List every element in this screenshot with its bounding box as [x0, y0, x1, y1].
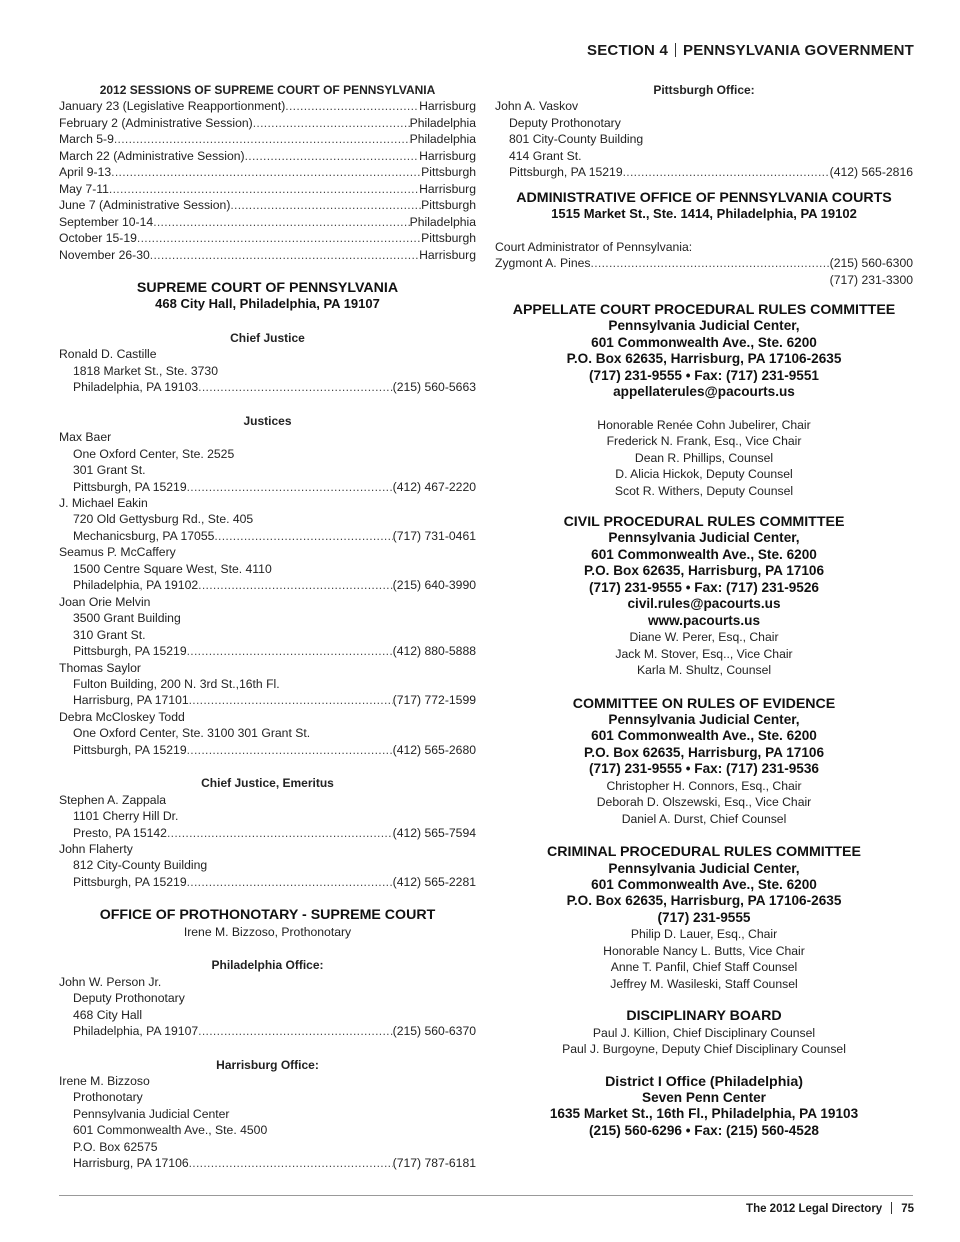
entry-city-phone-value: (215) 560-6370 — [392, 1024, 476, 1039]
contact-line: appellaterules@pacourts.us — [613, 384, 795, 400]
entry-city-phone — [59, 643, 476, 659]
entry-city-phone-value: (717) 787-6181 — [392, 1156, 476, 1171]
aopc-label: Court Administrator of Pennsylvania: — [495, 239, 693, 254]
entry-name: Seamus P. McCaffery — [59, 545, 176, 560]
contact-line: (717) 231-9555 • Fax: (717) 231-9536 — [589, 761, 819, 777]
entry-address-line: Deputy Prothonotary — [73, 991, 185, 1006]
appellate-members — [495, 417, 913, 499]
entry-city-phone — [59, 742, 476, 758]
entry-city-phone-label: Mechanicsburg, PA 17055 — [73, 528, 215, 543]
entry-name: Joan Orie Melvin — [59, 594, 151, 609]
entry-address-line: 310 Grant St. — [73, 627, 146, 642]
entry-city-phone — [59, 379, 476, 395]
session-row-value: Harrisburg — [419, 181, 476, 196]
contact-line: 1635 Market St., 16th Fl., Philadelphia, PA 19103 — [549, 1106, 859, 1122]
session-row — [59, 148, 476, 164]
page-header — [587, 42, 914, 59]
footer-divider — [891, 1202, 892, 1214]
entry-city-phone-label: Pittsburgh, PA 15219 — [73, 479, 187, 494]
criminal-title: CRIMINAL PROCEDURAL RULES COMMITTEE — [547, 844, 861, 861]
appellate-contact — [495, 318, 913, 400]
entry-address-line: 414 Grant St. — [509, 148, 582, 163]
contact-line: P.O. Box 62635, Harrisburg, PA 17106-2635 — [566, 893, 842, 909]
contact-line: (717) 231-9555 • Fax: (717) 231-9526 — [589, 579, 819, 595]
left-column — [59, 82, 476, 1172]
session-row-label: September 10-14 — [59, 214, 154, 229]
entry-address-line: Deputy Prothonotary — [509, 115, 621, 130]
entry-name: Stephen A. Zappala — [59, 792, 167, 807]
session-row — [59, 98, 476, 114]
evidence-title: COMMITTEE ON RULES OF EVIDENCE — [572, 695, 836, 712]
contact-line: P.O. Box 62635, Harrisburg, PA 17106 — [583, 744, 825, 760]
entry-address-line: 812 City-County Building — [73, 858, 208, 873]
entry-city-phone-value: (717) 772-1599 — [392, 693, 476, 708]
contact-line: (717) 231-9555 • Fax: (717) 231-9551 — [589, 367, 819, 383]
session-row-value: Philadelphia — [409, 115, 476, 130]
entry-city-phone-value: (412) 565-2680 — [392, 742, 476, 757]
entry-city-phone — [59, 874, 476, 890]
entry-address-line: 601 Commonwealth Ave., Ste. 4500 — [73, 1123, 268, 1138]
session-row-label: October 15-19 — [59, 231, 137, 246]
entry-city-phone-label: Pittsburgh, PA 15219 — [73, 874, 187, 889]
session-row — [59, 197, 476, 213]
contact-line: Pennsylvania Judicial Center, — [608, 711, 800, 727]
civil-contact — [495, 530, 913, 629]
contact-line: Pennsylvania Judicial Center, — [608, 860, 800, 876]
entry-city-phone-value: (215) 560-5663 — [392, 380, 476, 395]
harrisburg-office-heading: Harrisburg Office: — [216, 1057, 319, 1072]
contact-line: Seven Penn Center — [642, 1090, 766, 1106]
justices-list — [59, 429, 476, 758]
session-row-value: Harrisburg — [419, 99, 476, 114]
entry-address-line: 468 City Hall — [73, 1007, 143, 1022]
prothonotary-title: OFFICE OF PROTHONOTARY - SUPREME COURT — [99, 907, 436, 924]
district-title: District I Office (Philadelphia) — [605, 1073, 803, 1090]
entry-address-line: Fulton Building, 200 N. 3rd St.,16th Fl. — [73, 676, 280, 691]
member-line: Honorable Nancy L. Butts, Vice Chair — [603, 943, 805, 958]
entry-address-line: 1101 Cherry Hill Dr. — [73, 809, 179, 824]
entry-city-phone-label: Philadelphia, PA 19107 — [73, 1024, 199, 1039]
session-row-value: Pittsburgh — [421, 165, 476, 180]
contact-line: 601 Commonwealth Ave., Ste. 6200 — [591, 546, 817, 562]
evidence-members — [495, 778, 913, 827]
entry-city-phone-value: (412) 880-5888 — [392, 644, 476, 659]
session-row — [59, 230, 476, 246]
philadelphia-office-entry — [59, 974, 476, 1040]
prothonotary-subtitle: Irene M. Bizzoso, Prothonotary — [183, 924, 352, 939]
entry-name: Debra McCloskey Todd — [59, 709, 185, 724]
session-row — [59, 115, 476, 131]
member-line: Scot R. Withers, Deputy Counsel — [614, 483, 794, 498]
contact-line: civil.rules@pacourts.us — [627, 596, 781, 612]
chief-justice-heading: Chief Justice — [230, 330, 305, 345]
session-row-label: March 5-9 — [59, 132, 114, 147]
entry-name: Thomas Saylor — [59, 660, 141, 675]
member-line: Diane W. Perer, Esq., Chair — [629, 630, 779, 645]
entry-name: J. Michael Eakin — [59, 495, 148, 510]
contact-line: Pennsylvania Judicial Center, — [608, 318, 800, 334]
contact-line: P.O. Box 62635, Harrisburg, PA 17106-2635 — [566, 351, 842, 367]
entry-name: John A. Vaskov — [495, 99, 579, 114]
entry-address-line: 3500 Grant Building — [73, 611, 181, 626]
session-row-label: March 22 (Administrative Session) — [59, 148, 245, 163]
entry-city-phone-label: Presto, PA 15142 — [73, 825, 167, 840]
session-row-label: January 23 (Legislative Reapportionment) — [59, 99, 286, 114]
entry-city-phone-label: Philadelphia, PA 19102 — [73, 578, 199, 593]
entry-city-phone-value: (412) 565-7594 — [392, 825, 476, 840]
entry-city-phone-value: (412) 565-2816 — [829, 165, 913, 180]
justices-heading: Justices — [243, 413, 292, 428]
emeritus-list — [59, 792, 476, 891]
contact-line: (215) 560-6296 • Fax: (215) 560-4528 — [589, 1122, 819, 1138]
member-line: Honorable Renée Cohn Jubelirer, Chair — [597, 417, 811, 432]
entry-city-phone-label: Pittsburgh, PA 15219 — [509, 165, 623, 180]
entry-address-line: 1818 Market St., Ste. 3730 — [73, 363, 218, 378]
session-row — [59, 164, 476, 180]
contact-line: 601 Commonwealth Ave., Ste. 6200 — [591, 877, 817, 893]
entry-city-phone — [59, 1023, 476, 1039]
footer-title: The 2012 Legal Directory — [746, 1203, 883, 1215]
entry-city-phone-label: Philadelphia, PA 19103 — [73, 380, 199, 395]
member-line: Christopher H. Connors, Esq., Chair — [606, 778, 802, 793]
member-line: Paul J. Burgoyne, Deputy Chief Disciplinary Counsel — [562, 1042, 846, 1057]
pittsburgh-office-entry — [495, 98, 913, 180]
entry-city-phone-label: Pittsburgh, PA 15219 — [73, 742, 187, 757]
supreme-court-title: SUPREME COURT OF PENNSYLVANIA — [136, 279, 399, 296]
member-line: Paul J. Killion, Chief Disciplinary Counsel — [592, 1025, 816, 1040]
session-row — [59, 247, 476, 263]
session-row-value: Philadelphia — [409, 214, 476, 229]
sessions-list — [59, 98, 476, 263]
session-row-value: Pittsburgh — [421, 231, 476, 246]
member-line: Philip D. Lauer, Esq., Chair — [630, 927, 778, 942]
member-line: Jeffrey M. Wasileski, Staff Counsel — [610, 976, 798, 991]
entry-city-phone-value: (412) 467-2220 — [392, 479, 476, 494]
criminal-members — [495, 926, 913, 992]
entry-city-phone-label: Harrisburg, PA 17106 — [73, 1156, 189, 1171]
section-title: PENNSYLVANIA GOVERNMENT — [682, 42, 914, 59]
aopc-administrator — [495, 255, 913, 271]
page-number: 75 — [901, 1203, 914, 1215]
entry-address-line: P.O. Box 62575 — [73, 1139, 158, 1154]
harrisburg-office-entry — [59, 1073, 476, 1172]
entry-city-phone — [495, 164, 913, 180]
member-line: Jack M. Stover, Esq.., Vice Chair — [615, 646, 793, 661]
entry-city-phone-value: (412) 565-2281 — [392, 874, 476, 889]
right-column — [495, 82, 913, 1139]
entry-address-line: One Oxford Center, Ste. 2525 — [73, 446, 235, 461]
disciplinary-members — [495, 1025, 913, 1058]
district-contact — [495, 1090, 913, 1139]
entry-city-phone — [59, 1155, 476, 1171]
entry-city-phone — [59, 577, 476, 593]
philadelphia-office-heading: Philadelphia Office: — [211, 958, 324, 973]
entry-address-line: One Oxford Center, Ste. 3100 301 Grant St. — [73, 726, 311, 741]
session-row-value: Pittsburgh — [421, 198, 476, 213]
session-row — [59, 214, 476, 230]
disciplinary-title: DISCIPLINARY BOARD — [626, 1008, 782, 1025]
civil-title: CIVIL PROCEDURAL RULES COMMITTEE — [563, 513, 845, 530]
sessions-heading: 2012 SESSIONS OF SUPREME COURT OF PENNSYLVANIA — [99, 83, 436, 97]
session-row-label: May 7-11 — [59, 181, 109, 196]
entry-name: Max Baer — [59, 430, 112, 445]
entry-city-phone — [59, 479, 476, 495]
supreme-court-address: 468 City Hall, Philadelphia, PA 19107 — [155, 296, 380, 312]
member-line: Karla M. Shultz, Counsel — [636, 663, 772, 678]
aopc-title: ADMINISTRATIVE OFFICE OF PENNSYLVANIA COURTS — [516, 189, 892, 206]
footer-rule — [59, 1195, 913, 1196]
header-divider — [675, 43, 676, 57]
section-number: SECTION 4 — [587, 42, 668, 59]
contact-line: (717) 231-9555 — [657, 909, 751, 925]
contact-line: Pennsylvania Judicial Center, — [608, 530, 800, 546]
entry-address-line: 301 Grant St. — [73, 463, 146, 478]
entry-city-phone — [59, 825, 476, 841]
appellate-title: APPELLATE COURT PROCEDURAL RULES COMMITTEE — [512, 301, 896, 318]
entry-address-line: 801 City-County Building — [509, 132, 644, 147]
entry-name: Irene M. Bizzoso — [59, 1074, 150, 1089]
member-line: Dean R. Phillips, Counsel — [634, 450, 774, 465]
contact-line: P.O. Box 62635, Harrisburg, PA 17106 — [583, 563, 825, 579]
criminal-contact — [495, 861, 913, 927]
entry-address-line: 1500 Centre Square West, Ste. 4110 — [73, 561, 272, 576]
aopc-address: 1515 Market St., Ste. 1414, Philadelphia, PA 19102 — [551, 206, 857, 222]
entry-address-line: Prothonotary — [73, 1090, 143, 1105]
member-line: Deborah D. Olszewski, Esq., Vice Chair — [596, 795, 812, 810]
civil-members — [495, 629, 913, 678]
entry-address-line: Pennsylvania Judicial Center — [73, 1106, 230, 1121]
contact-line: 601 Commonwealth Ave., Ste. 6200 — [591, 334, 817, 350]
aopc-phone-1: (215) 560-6300 — [829, 256, 913, 271]
entry-city-phone-value: (215) 640-3990 — [392, 578, 476, 593]
session-row-value: Harrisburg — [419, 148, 476, 163]
aopc-phone-2: (717) 231-3300 — [829, 272, 913, 287]
page-footer — [746, 1202, 914, 1215]
contact-line: www.pacourts.us — [647, 612, 761, 628]
entry-address-line: 720 Old Gettysburg Rd., Ste. 405 — [73, 512, 254, 527]
aopc-name: Zygmont A. Pines — [495, 256, 591, 271]
member-line: D. Alicia Hickok, Deputy Counsel — [615, 467, 793, 482]
evidence-contact — [495, 712, 913, 778]
entry-city-phone-label: Pittsburgh, PA 15219 — [73, 644, 187, 659]
entry-city-phone — [59, 528, 476, 544]
session-row-value: Harrisburg — [419, 247, 476, 262]
contact-line: 601 Commonwealth Ave., Ste. 6200 — [591, 728, 817, 744]
session-row-label: November 26-30 — [59, 247, 150, 262]
entry-name: John Flaherty — [59, 842, 133, 857]
session-row — [59, 131, 476, 147]
pittsburgh-office-heading: Pittsburgh Office: — [653, 83, 755, 97]
entry-city-phone — [59, 692, 476, 708]
member-line: Frederick N. Frank, Esq., Vice Chair — [606, 434, 802, 449]
emeritus-heading: Chief Justice, Emeritus — [201, 776, 334, 791]
entry-name: Ronald D. Castille — [59, 347, 157, 362]
session-row-label: February 2 (Administrative Session) — [59, 115, 253, 130]
session-row — [59, 181, 476, 197]
session-row-label: June 7 (Administrative Session) — [59, 198, 231, 213]
entry-city-phone-label: Harrisburg, PA 17101 — [73, 693, 189, 708]
member-line: Anne T. Panfil, Chief Staff Counsel — [610, 960, 798, 975]
session-row-label: April 9-13 — [59, 165, 112, 180]
entry-city-phone-value: (717) 731-0461 — [392, 528, 476, 543]
session-row-value: Philadelphia — [409, 132, 476, 147]
member-line: Daniel A. Durst, Chief Counsel — [621, 811, 787, 826]
entry-name: John W. Person Jr. — [59, 974, 162, 989]
chief-justice-entry — [59, 346, 476, 395]
